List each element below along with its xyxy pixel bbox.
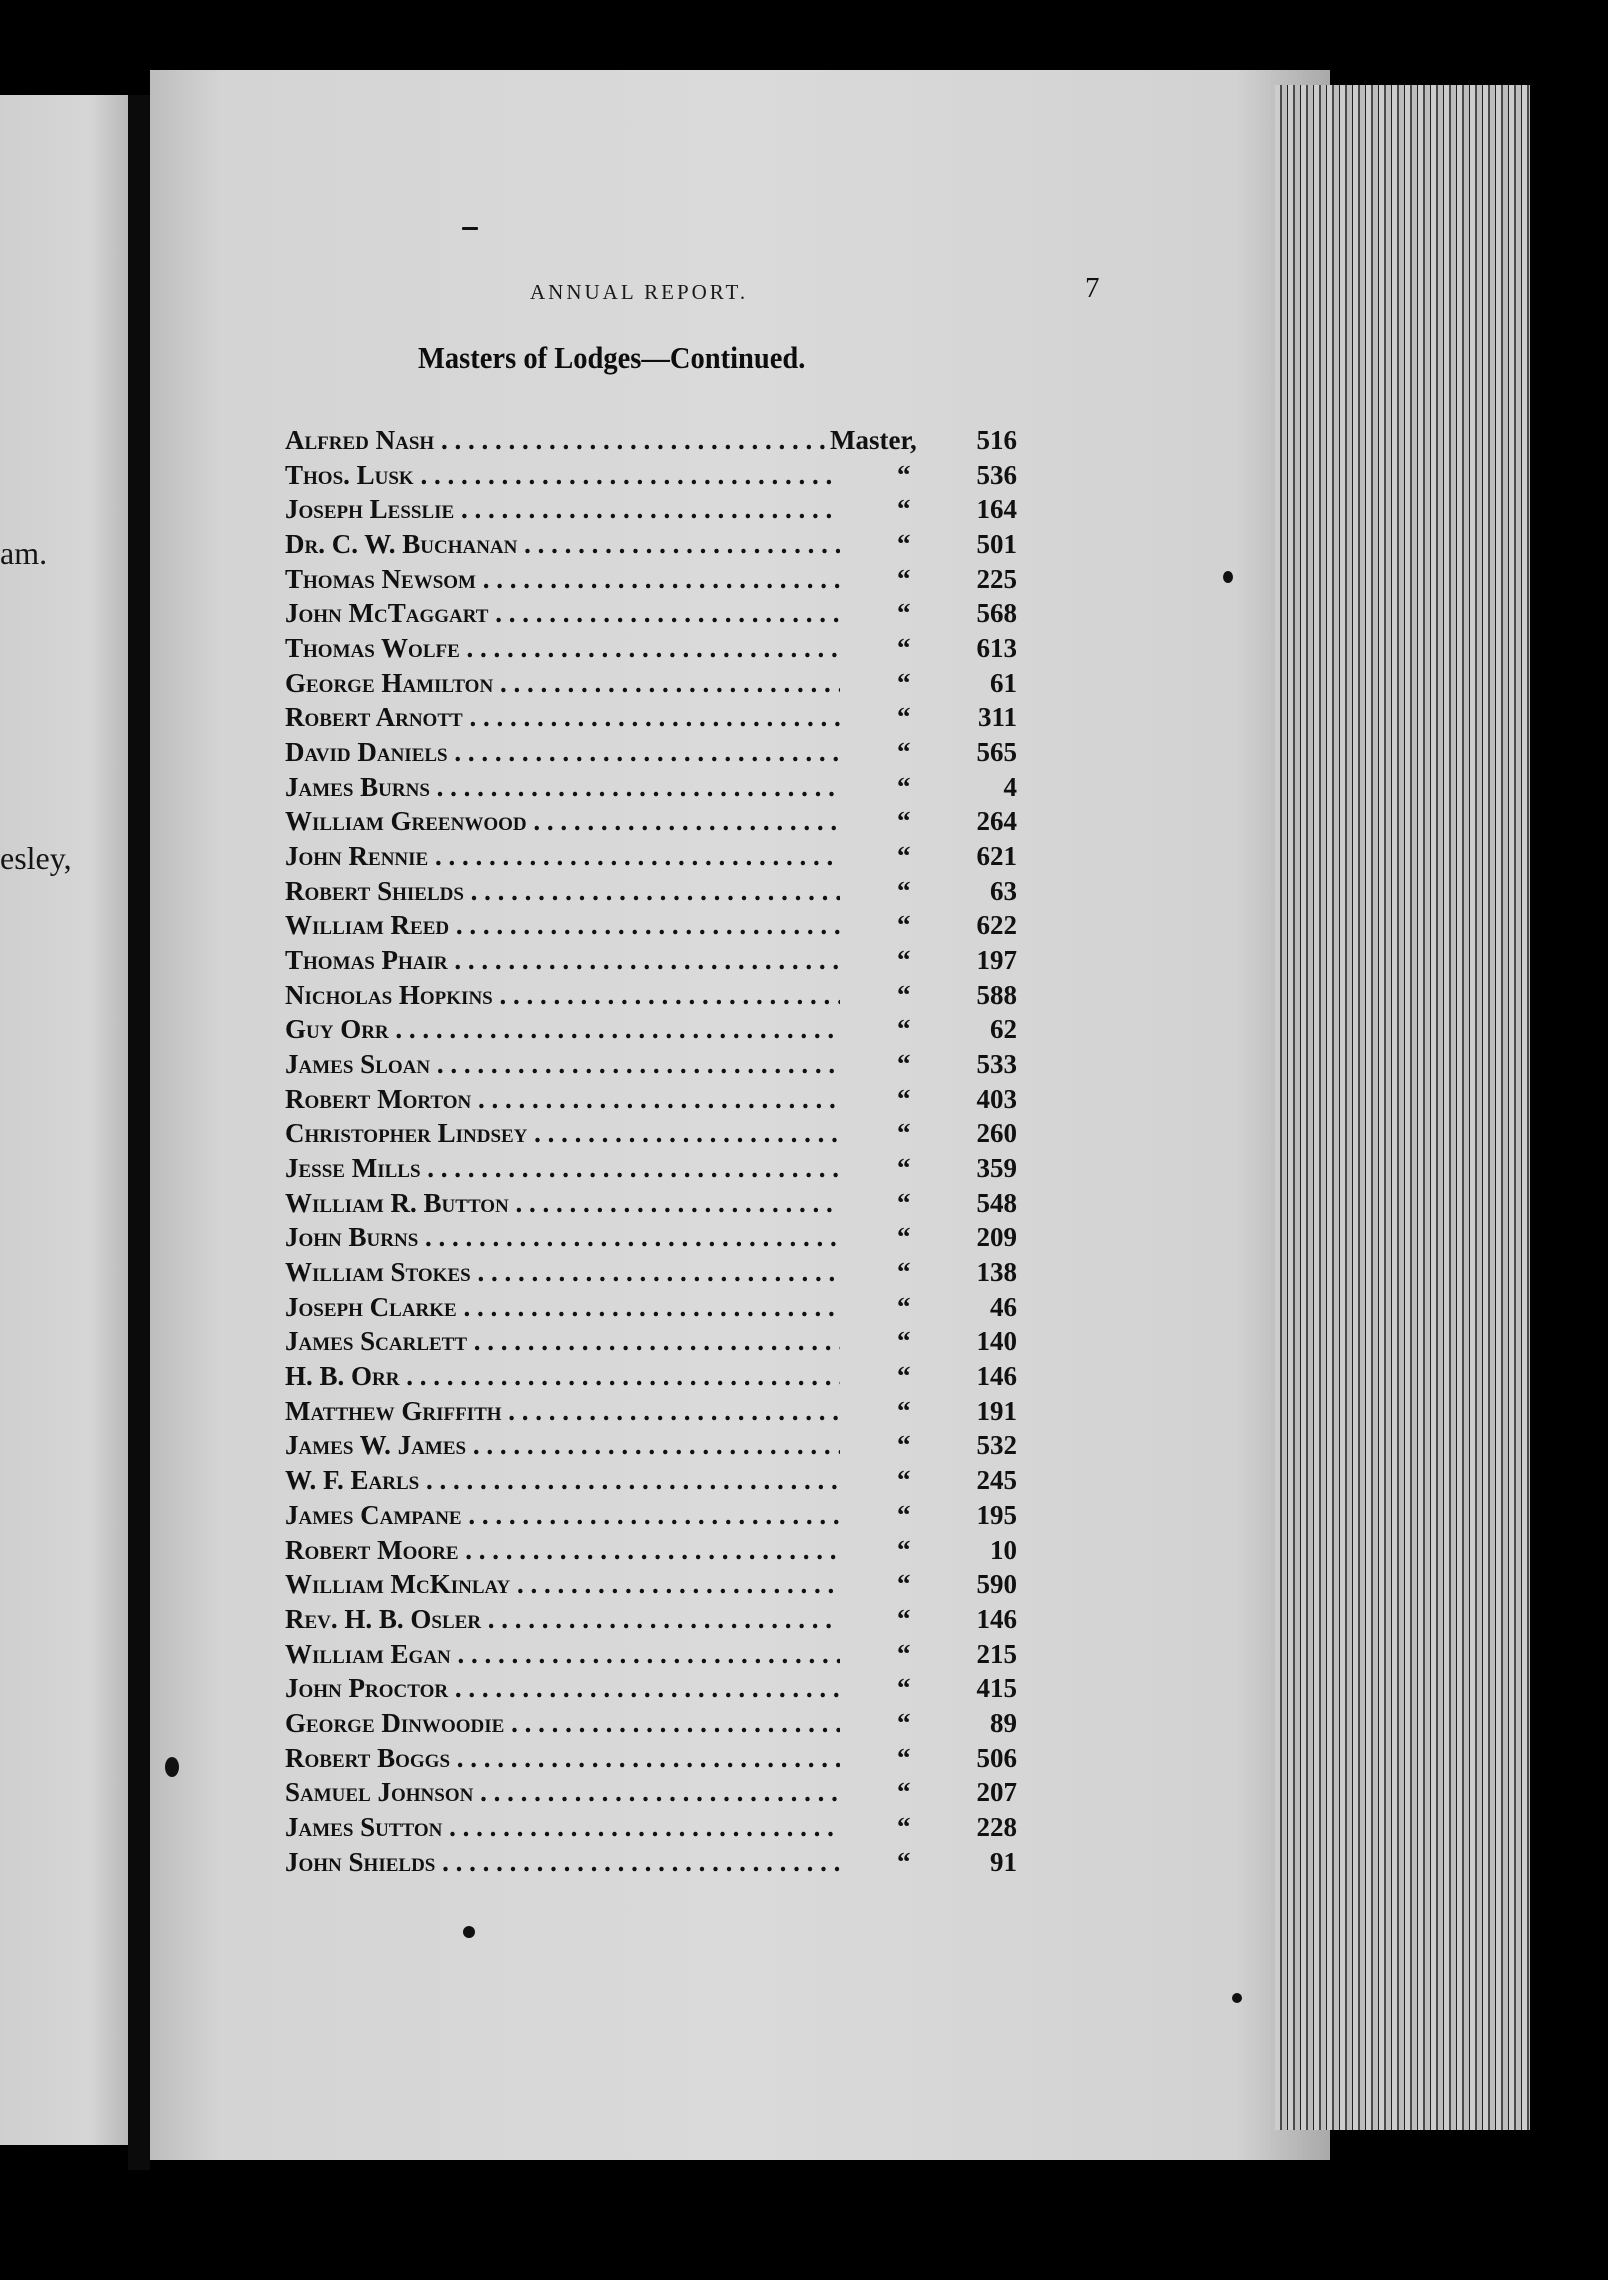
master-name: William Reed . . .: [285, 910, 840, 941]
list-item: [285, 1535, 1045, 1570]
lodge-number: 533: [976, 1049, 1017, 1080]
list-item: [285, 1569, 1045, 1604]
master-name: William Egan . . .: [285, 1639, 840, 1670]
master-name: James Sutton . . .: [285, 1812, 840, 1843]
lodge-number: 548: [976, 1187, 1017, 1218]
list-item: [285, 702, 1045, 737]
master-name: Guy Orr . . .: [285, 1014, 840, 1045]
list-item: [285, 460, 1045, 495]
master-name: W. F. Earls . . .: [285, 1465, 840, 1496]
master-title: “: [897, 1153, 911, 1184]
master-title: “: [897, 1083, 911, 1114]
master-title: “: [897, 1603, 911, 1634]
master-name: William R. Button . . .: [285, 1188, 840, 1219]
master-name: Robert Moore . . .: [285, 1535, 840, 1566]
lodge-number: 260: [976, 1118, 1017, 1149]
lodge-number: 191: [976, 1395, 1017, 1426]
lodge-number: 622: [976, 910, 1017, 941]
lodge-number: 207: [976, 1777, 1017, 1808]
master-name: Joseph Lesslie . . .: [285, 494, 840, 525]
master-title: “: [897, 598, 911, 629]
master-name: H. B. Orr . . .: [285, 1361, 840, 1392]
ink-speck: [463, 1926, 475, 1938]
master-title: “: [897, 1499, 911, 1530]
master-title: “: [897, 1014, 911, 1045]
master-title: “: [897, 841, 911, 872]
page-edges: [1275, 85, 1530, 2130]
master-title: “: [897, 1430, 911, 1461]
ink-speck: [165, 1757, 179, 1777]
running-head: ANNUAL REPORT.: [530, 280, 749, 304]
list-item: [285, 1049, 1045, 1084]
ink-speck: [1232, 1993, 1242, 2003]
lodge-number: 225: [976, 563, 1017, 594]
list-item: [285, 1708, 1045, 1743]
master-name: Robert Boggs . . .: [285, 1743, 840, 1774]
lodge-number: 621: [976, 841, 1017, 872]
list-item: [285, 1604, 1045, 1639]
page-number: 7: [1085, 272, 1100, 304]
list-item: [285, 1847, 1045, 1882]
master-name: Robert Morton . . .: [285, 1084, 840, 1115]
master-title: “: [897, 563, 911, 594]
lodge-number: 215: [976, 1638, 1017, 1669]
lodge-number: 501: [976, 529, 1017, 560]
list-item: [285, 1326, 1045, 1361]
master-title: “: [897, 1187, 911, 1218]
master-name: James Burns . . .: [285, 772, 840, 803]
lodge-number: 46: [990, 1291, 1017, 1322]
master-name: William McKinlay . . .: [285, 1569, 840, 1600]
master-title: “: [897, 1395, 911, 1426]
list-item: [285, 1257, 1045, 1292]
list-item: [285, 1361, 1045, 1396]
master-name: William Stokes . . .: [285, 1257, 840, 1288]
master-title: “: [897, 494, 911, 525]
list-item: [285, 806, 1045, 841]
master-title: “: [897, 459, 911, 490]
left-page-fragment: am.: [0, 535, 48, 571]
master-title: “: [897, 633, 911, 664]
list-item: [285, 564, 1045, 599]
lodge-number: 359: [976, 1153, 1017, 1184]
lodge-number: 4: [1003, 771, 1017, 802]
master-title: “: [897, 910, 911, 941]
list-item: [285, 668, 1045, 703]
master-name: James W. James . . .: [285, 1430, 840, 1461]
master-title: “: [897, 1846, 911, 1877]
ink-speck: [1223, 571, 1233, 583]
master-title: “: [897, 1569, 911, 1600]
lodge-number: 140: [976, 1326, 1017, 1357]
lodge-number: 311: [977, 702, 1017, 733]
list-item: [285, 1014, 1045, 1049]
master-name: David Daniels . . .: [285, 737, 840, 768]
lodge-number: 613: [976, 633, 1017, 664]
lodge-number: 403: [976, 1083, 1017, 1114]
list-item: [285, 1292, 1045, 1327]
master-name: John Burns . . .: [285, 1222, 840, 1253]
master-title: “: [897, 737, 911, 768]
master-title: “: [897, 1361, 911, 1392]
list-item: [285, 1639, 1045, 1674]
list-item: [285, 1743, 1045, 1778]
master-name: Thomas Phair . . .: [285, 945, 840, 976]
lodge-number: 146: [976, 1603, 1017, 1634]
master-title: “: [897, 979, 911, 1010]
lodge-number: 516: [976, 425, 1017, 455]
list-item: [285, 1777, 1045, 1812]
master-title: “: [897, 1326, 911, 1357]
list-item: [285, 1118, 1045, 1153]
list-item: [285, 529, 1045, 564]
lodge-number: 506: [976, 1742, 1017, 1773]
master-title: “: [897, 945, 911, 976]
master-title: “: [897, 1811, 911, 1842]
list-item: [285, 910, 1045, 945]
master-name: John Shields . . .: [285, 1847, 840, 1878]
list-item: [285, 598, 1045, 633]
master-title: “: [897, 1222, 911, 1253]
facing-page-edge: [0, 95, 128, 2145]
list-item: [285, 1673, 1045, 1708]
lodge-number: 228: [976, 1811, 1017, 1842]
lodge-number: 146: [976, 1361, 1017, 1392]
master-title: “: [897, 1777, 911, 1808]
master-name: James Sloan . . .: [285, 1049, 840, 1080]
master-name: James Scarlett . . .: [285, 1326, 840, 1357]
list-item: [285, 1812, 1045, 1847]
list-item: [285, 633, 1045, 668]
master-name: James Campane . . .: [285, 1500, 840, 1531]
lodge-number: 568: [976, 598, 1017, 629]
master-title: “: [897, 1638, 911, 1669]
section-title: Masters of Lodges—Continued.: [418, 340, 806, 375]
lodge-number: 62: [990, 1014, 1017, 1045]
master-name: George Hamilton . . .: [285, 668, 840, 699]
master-name: William Greenwood . . .: [285, 806, 840, 837]
master-name: Matthew Griffith . . .: [285, 1396, 840, 1427]
master-name: Thomas Newsom . . .: [285, 564, 840, 595]
list-item: [285, 1153, 1045, 1188]
lodge-number: 197: [976, 945, 1017, 976]
lodge-number: 532: [976, 1430, 1017, 1461]
list-item: [285, 1084, 1045, 1119]
master-name: Thos. Lusk . . .: [285, 460, 840, 491]
master-name: John McTaggart . . .: [285, 598, 840, 629]
list-item: [285, 1222, 1045, 1257]
lodge-number: 209: [976, 1222, 1017, 1253]
list-item: [285, 1430, 1045, 1465]
lodge-number: 415: [976, 1673, 1017, 1704]
list-item: [285, 1396, 1045, 1431]
ink-speck: [462, 227, 478, 230]
lodge-number: 588: [976, 979, 1017, 1010]
lodge-number: 195: [976, 1499, 1017, 1530]
master-name: Jesse Mills . . .: [285, 1153, 840, 1184]
master-name: George Dinwoodie . . .: [285, 1708, 840, 1739]
lodge-number: 264: [976, 806, 1017, 837]
master-title: “: [897, 875, 911, 906]
master-title: “: [897, 1291, 911, 1322]
list-item: [285, 876, 1045, 911]
master-name: Christopher Lindsey . . .: [285, 1118, 840, 1149]
master-name: Nicholas Hopkins . . .: [285, 980, 840, 1011]
list-item: [285, 945, 1045, 980]
master-title: “: [897, 1465, 911, 1496]
master-title: “: [897, 1534, 911, 1565]
lodge-number: 590: [976, 1569, 1017, 1600]
master-title: “: [897, 1742, 911, 1773]
master-title: “: [897, 529, 911, 560]
lodge-number: 63: [990, 875, 1017, 906]
lodge-number: 10: [990, 1534, 1017, 1565]
masters-list: [285, 425, 1045, 1881]
left-page-fragment: esley,: [0, 840, 72, 876]
list-item: [285, 980, 1045, 1015]
lodge-number: 91: [990, 1846, 1017, 1877]
master-title: “: [897, 1707, 911, 1738]
master-title: Master,: [830, 425, 917, 455]
book-gutter: [128, 95, 150, 2170]
lodge-number: 138: [976, 1257, 1017, 1288]
list-item: [285, 1500, 1045, 1535]
master-name: Alfred Nash . . .: [285, 425, 825, 456]
master-title: “: [897, 806, 911, 837]
list-item: [285, 841, 1045, 876]
list-item: [285, 494, 1045, 529]
list-item: [285, 1188, 1045, 1223]
master-title: “: [897, 1049, 911, 1080]
master-name: Robert Arnott . . .: [285, 702, 840, 733]
lodge-number: 245: [976, 1465, 1017, 1496]
lodge-number: 61: [990, 667, 1017, 698]
list-item: [285, 425, 1045, 460]
master-title: “: [897, 771, 911, 802]
lodge-number: 89: [990, 1707, 1017, 1738]
master-name: Dr. C. W. Buchanan . . .: [285, 529, 840, 560]
master-name: John Proctor . . .: [285, 1673, 840, 1704]
master-title: “: [897, 667, 911, 698]
master-name: Thomas Wolfe . . .: [285, 633, 840, 664]
master-name: John Rennie . . .: [285, 841, 840, 872]
master-title: “: [897, 1673, 911, 1704]
master-name: Robert Shields . . .: [285, 876, 840, 907]
list-item: [285, 1465, 1045, 1500]
lodge-number: 565: [976, 737, 1017, 768]
list-item: [285, 772, 1045, 807]
master-title: “: [897, 702, 911, 733]
master-title: “: [897, 1257, 911, 1288]
master-name: Rev. H. B. Osler . . .: [285, 1604, 840, 1635]
master-name: Samuel Johnson . . .: [285, 1777, 840, 1808]
lodge-number: 536: [976, 459, 1017, 490]
master-name: Joseph Clarke . . .: [285, 1292, 840, 1323]
list-item: [285, 737, 1045, 772]
master-title: “: [897, 1118, 911, 1149]
lodge-number: 164: [976, 494, 1017, 525]
